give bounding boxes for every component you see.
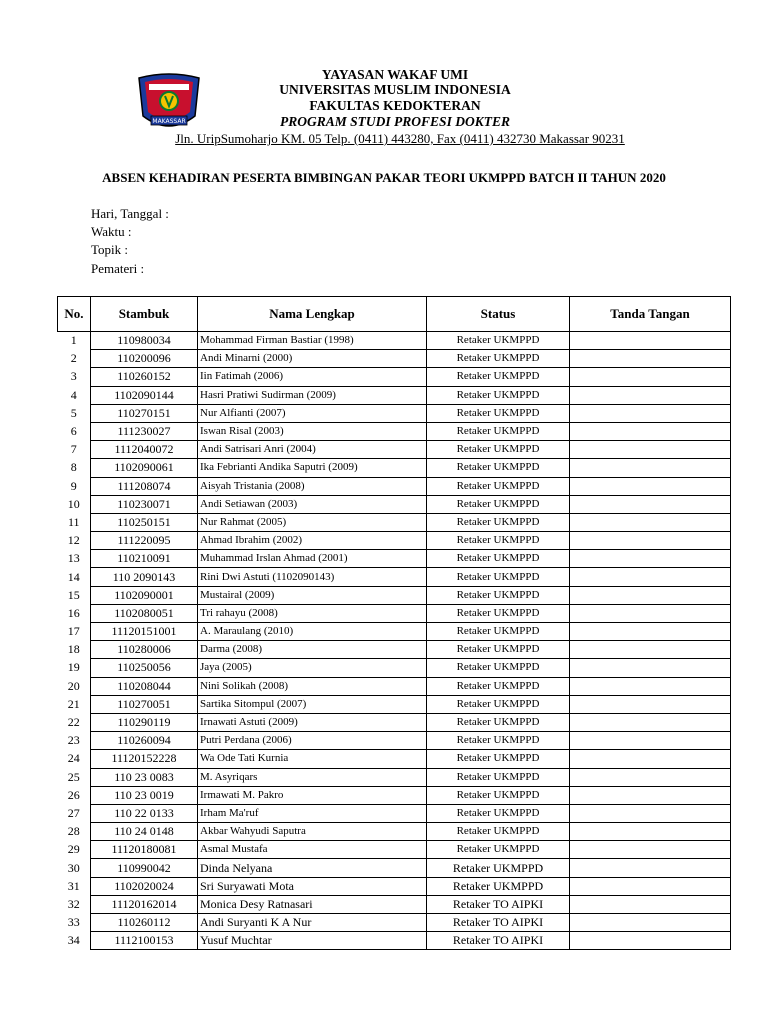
signature-cell	[570, 677, 731, 695]
table-row	[58, 768, 731, 786]
name-cell: Irmawati M. Pakro	[198, 786, 427, 804]
table-row	[58, 368, 731, 386]
table-row	[58, 623, 731, 641]
signature-cell	[570, 604, 731, 622]
signature-cell	[570, 368, 731, 386]
name-cell: Irnawati Astuti (2009)	[198, 713, 427, 731]
signature-cell	[570, 422, 731, 440]
row-number: 6	[70, 424, 77, 439]
table-row	[58, 568, 731, 586]
row-number: 4	[70, 387, 77, 402]
row-number: 13	[67, 551, 80, 566]
name-cell: Nur Rahmat (2005)	[198, 513, 427, 531]
name-cell: Aisyah Tristania (2008)	[198, 477, 427, 495]
signature-cell	[570, 732, 731, 750]
status-cell: Retaker UKMPPD	[427, 350, 570, 368]
status-cell: Retaker UKMPPD	[427, 568, 570, 586]
stambuk-cell: 110208044	[91, 677, 198, 695]
table-row	[58, 841, 731, 859]
status-cell: Retaker UKMPPD	[427, 641, 570, 659]
row-number: 33	[67, 915, 80, 930]
row-number: 1	[70, 333, 77, 348]
status-cell: Retaker UKMPPD	[427, 877, 570, 895]
row-number: 34	[67, 933, 80, 948]
row-number: 10	[67, 496, 80, 511]
row-number: 3	[70, 369, 77, 384]
row-number: 20	[67, 678, 80, 693]
status-cell: Retaker UKMPPD	[427, 459, 570, 477]
name-cell: Mustairal (2009)	[198, 586, 427, 604]
name-cell: Iswan Risal (2003)	[198, 422, 427, 440]
name-cell: Yusuf Muchtar	[198, 932, 427, 950]
row-number: 14	[67, 569, 80, 584]
table-row	[58, 677, 731, 695]
table-row	[58, 441, 731, 459]
row-number: 31	[67, 878, 80, 893]
table-row	[58, 459, 731, 477]
status-cell: Retaker UKMPPD	[427, 586, 570, 604]
status-cell: Retaker UKMPPD	[427, 841, 570, 859]
stambuk-cell: 110 24 0148	[91, 823, 198, 841]
table-row	[58, 895, 731, 913]
stambuk-cell: 11120151001	[91, 623, 198, 641]
stambuk-cell: 110260094	[91, 732, 198, 750]
logo-caption: MAKASSAR	[152, 118, 186, 125]
name-cell: Darma (2008)	[198, 641, 427, 659]
stambuk-cell: 110280006	[91, 641, 198, 659]
name-cell: Ika Febrianti Andika Saputri (2009)	[198, 459, 427, 477]
address-line: Jln. UripSumoharjo KM. 05 Telp. (0411) 443280, Fax (0411) 432730 Makassar 90231	[175, 131, 625, 146]
name-cell: Sri Suryawati Mota	[198, 877, 427, 895]
name-cell: A. Maraulang (2010)	[198, 623, 427, 641]
row-number: 19	[67, 660, 80, 675]
program-name: PROGRAM STUDI PROFESI DOKTER	[280, 114, 510, 129]
row-number: 17	[67, 624, 80, 639]
stambuk-cell: 1102080051	[91, 604, 198, 622]
status-cell: Retaker UKMPPD	[427, 604, 570, 622]
status-cell: Retaker UKMPPD	[427, 623, 570, 641]
stambuk-cell: 110 23 0083	[91, 768, 198, 786]
stambuk-cell: 110 23 0019	[91, 786, 198, 804]
col-header-stambuk: Stambuk	[91, 297, 198, 332]
table-row	[58, 713, 731, 731]
table-row	[58, 914, 731, 932]
signature-cell	[570, 332, 731, 350]
status-cell: Retaker UKMPPD	[427, 859, 570, 877]
name-cell: Asmal Mustafa	[198, 841, 427, 859]
signature-cell	[570, 895, 731, 913]
status-cell: Retaker UKMPPD	[427, 477, 570, 495]
row-number: 25	[67, 769, 80, 784]
signature-cell	[570, 586, 731, 604]
status-cell: Retaker UKMPPD	[427, 368, 570, 386]
status-cell: Retaker UKMPPD	[427, 386, 570, 404]
row-number: 18	[67, 642, 80, 657]
stambuk-cell: 110200096	[91, 350, 198, 368]
speaker-label: Pemateri :	[91, 261, 145, 276]
table-row	[58, 804, 731, 822]
name-cell: Hasri Pratiwi Sudirman (2009)	[198, 386, 427, 404]
table-row	[58, 641, 731, 659]
row-number: 15	[67, 587, 80, 602]
name-cell: Andi Satrisari Anri (2004)	[198, 441, 427, 459]
stambuk-cell: 1102090061	[91, 459, 198, 477]
table-row	[58, 786, 731, 804]
stambuk-cell: 11120162014	[91, 895, 198, 913]
signature-cell	[570, 914, 731, 932]
name-cell: Dinda Nelyana	[198, 859, 427, 877]
stambuk-cell: 110990042	[91, 859, 198, 877]
status-cell: Retaker UKMPPD	[427, 786, 570, 804]
table-header-row	[58, 297, 731, 332]
status-cell: Retaker TO AIPKI	[427, 895, 570, 913]
row-number: 24	[67, 751, 80, 766]
signature-cell	[570, 350, 731, 368]
signature-cell	[570, 750, 731, 768]
row-number: 22	[67, 715, 80, 730]
date-label: Hari, Tanggal :	[91, 206, 169, 221]
table-row	[58, 477, 731, 495]
university-logo	[135, 72, 203, 132]
stambuk-cell: 110260112	[91, 914, 198, 932]
stambuk-cell: 110260152	[91, 368, 198, 386]
stambuk-cell: 110270151	[91, 404, 198, 422]
table-row	[58, 350, 731, 368]
name-cell: Jaya (2005)	[198, 659, 427, 677]
table-row	[58, 532, 731, 550]
name-cell: Akbar Wahyudi Saputra	[198, 823, 427, 841]
signature-cell	[570, 932, 731, 950]
name-cell: Irham Ma'ruf	[198, 804, 427, 822]
name-cell: Monica Desy Ratnasari	[198, 895, 427, 913]
stambuk-cell: 1102090001	[91, 586, 198, 604]
stambuk-cell: 1112100153	[91, 932, 198, 950]
signature-cell	[570, 550, 731, 568]
status-cell: Retaker UKMPPD	[427, 441, 570, 459]
stambuk-cell: 11120152228	[91, 750, 198, 768]
table-row	[58, 732, 731, 750]
row-number: 28	[67, 824, 80, 839]
university-name: UNIVERSITAS MUSLIM INDONESIA	[279, 82, 511, 97]
status-cell: Retaker UKMPPD	[427, 750, 570, 768]
status-cell: Retaker UKMPPD	[427, 768, 570, 786]
signature-cell	[570, 386, 731, 404]
name-cell: Andi Suryanti K A Nur	[198, 914, 427, 932]
name-cell: Rini Dwi Astuti (1102090143)	[198, 568, 427, 586]
signature-cell	[570, 641, 731, 659]
row-number: 26	[67, 787, 80, 802]
table-row	[58, 604, 731, 622]
table-row	[58, 823, 731, 841]
name-cell: Nini Solikah (2008)	[198, 677, 427, 695]
table-row	[58, 659, 731, 677]
status-cell: Retaker UKMPPD	[427, 732, 570, 750]
table-row	[58, 550, 731, 568]
table-row	[58, 877, 731, 895]
signature-cell	[570, 568, 731, 586]
row-number: 7	[70, 442, 77, 457]
stambuk-cell: 11120180081	[91, 841, 198, 859]
foundation-name: YAYASAN WAKAF UMI	[321, 67, 469, 82]
stambuk-cell: 110230071	[91, 495, 198, 513]
signature-cell	[570, 404, 731, 422]
stambuk-cell: 1102020024	[91, 877, 198, 895]
row-number: 5	[70, 405, 77, 420]
name-cell: Wa Ode Tati Kurnia	[198, 750, 427, 768]
signature-cell	[570, 841, 731, 859]
row-number: 27	[67, 805, 80, 820]
stambuk-cell: 110290119	[91, 713, 198, 731]
row-number: 11	[67, 514, 80, 529]
status-cell: Retaker UKMPPD	[427, 513, 570, 531]
status-cell: Retaker UKMPPD	[427, 332, 570, 350]
status-cell: Retaker UKMPPD	[427, 495, 570, 513]
status-cell: Retaker UKMPPD	[427, 823, 570, 841]
table-row	[58, 495, 731, 513]
stambuk-cell: 111220095	[91, 532, 198, 550]
signature-cell	[570, 877, 731, 895]
name-cell: Putri Perdana (2006)	[198, 732, 427, 750]
status-cell: Retaker UKMPPD	[427, 404, 570, 422]
status-cell: Retaker UKMPPD	[427, 804, 570, 822]
signature-cell	[570, 659, 731, 677]
signature-cell	[570, 695, 731, 713]
signature-cell	[570, 713, 731, 731]
table-row	[58, 332, 731, 350]
signature-cell	[570, 823, 731, 841]
name-cell: Andi Setiawan (2003)	[198, 495, 427, 513]
attendance-table	[57, 296, 731, 950]
row-number: 30	[67, 860, 80, 875]
col-header-nama: Nama Lengkap	[198, 297, 427, 332]
row-number: 21	[67, 696, 80, 711]
status-cell: Retaker UKMPPD	[427, 532, 570, 550]
signature-cell	[570, 532, 731, 550]
name-cell: Andi Minarni (2000)	[198, 350, 427, 368]
stambuk-cell: 110270051	[91, 695, 198, 713]
table-row	[58, 932, 731, 950]
name-cell: Ahmad Ibrahim (2002)	[198, 532, 427, 550]
col-header-no: No.	[58, 297, 91, 332]
signature-cell	[570, 768, 731, 786]
signature-cell	[570, 623, 731, 641]
status-cell: Retaker TO AIPKI	[427, 932, 570, 950]
signature-cell	[570, 513, 731, 531]
row-number: 29	[67, 842, 80, 857]
row-number: 12	[67, 533, 80, 548]
stambuk-cell: 111208074	[91, 477, 198, 495]
table-row	[58, 695, 731, 713]
stambuk-cell: 110 2090143	[91, 568, 198, 586]
row-number: 23	[67, 733, 80, 748]
name-cell: Tri rahayu (2008)	[198, 604, 427, 622]
table-row	[58, 404, 731, 422]
table-row	[58, 422, 731, 440]
name-cell: Iin Fatimah (2006)	[198, 368, 427, 386]
stambuk-cell: 110 22 0133	[91, 804, 198, 822]
stambuk-cell: 110980034	[91, 332, 198, 350]
time-label: Waktu :	[91, 224, 132, 239]
stambuk-cell: 110250151	[91, 513, 198, 531]
table-row	[58, 513, 731, 531]
status-cell: Retaker UKMPPD	[427, 659, 570, 677]
signature-cell	[570, 441, 731, 459]
signature-cell	[570, 859, 731, 877]
stambuk-cell: 110250056	[91, 659, 198, 677]
signature-cell	[570, 786, 731, 804]
name-cell: Sartika Sitompul (2007)	[198, 695, 427, 713]
row-number: 8	[70, 460, 77, 475]
table-row	[58, 859, 731, 877]
signature-cell	[570, 477, 731, 495]
status-cell: Retaker UKMPPD	[427, 677, 570, 695]
stambuk-cell: 1102090144	[91, 386, 198, 404]
row-number: 16	[67, 605, 80, 620]
row-number: 2	[70, 351, 77, 366]
col-header-signature: Tanda Tangan	[570, 297, 731, 332]
signature-cell	[570, 459, 731, 477]
status-cell: Retaker UKMPPD	[427, 695, 570, 713]
status-cell: Retaker UKMPPD	[427, 550, 570, 568]
stambuk-cell: 1112040072	[91, 441, 198, 459]
stambuk-cell: 111230027	[91, 422, 198, 440]
row-number: 9	[70, 478, 77, 493]
col-header-status: Status	[427, 297, 570, 332]
status-cell: Retaker UKMPPD	[427, 713, 570, 731]
table-row	[58, 750, 731, 768]
status-cell: Retaker TO AIPKI	[427, 914, 570, 932]
name-cell: Muhammad Irslan Ahmad (2001)	[198, 550, 427, 568]
name-cell: Mohammad Firman Bastiar (1998)	[198, 332, 427, 350]
name-cell: Nur Alfianti (2007)	[198, 404, 427, 422]
status-cell: Retaker UKMPPD	[427, 422, 570, 440]
row-number: 32	[67, 896, 80, 911]
signature-cell	[570, 495, 731, 513]
stambuk-cell: 110210091	[91, 550, 198, 568]
topic-label: Topik :	[91, 242, 129, 257]
name-cell: M. Asyriqars	[198, 768, 427, 786]
faculty-name: FAKULTAS KEDOKTERAN	[309, 98, 481, 113]
document-title: ABSEN KEHADIRAN PESERTA BIMBINGAN PAKAR TEORI UKMPPD BATCH II TAHUN 2020	[102, 170, 666, 185]
table-row	[58, 386, 731, 404]
table-row	[58, 586, 731, 604]
signature-cell	[570, 804, 731, 822]
